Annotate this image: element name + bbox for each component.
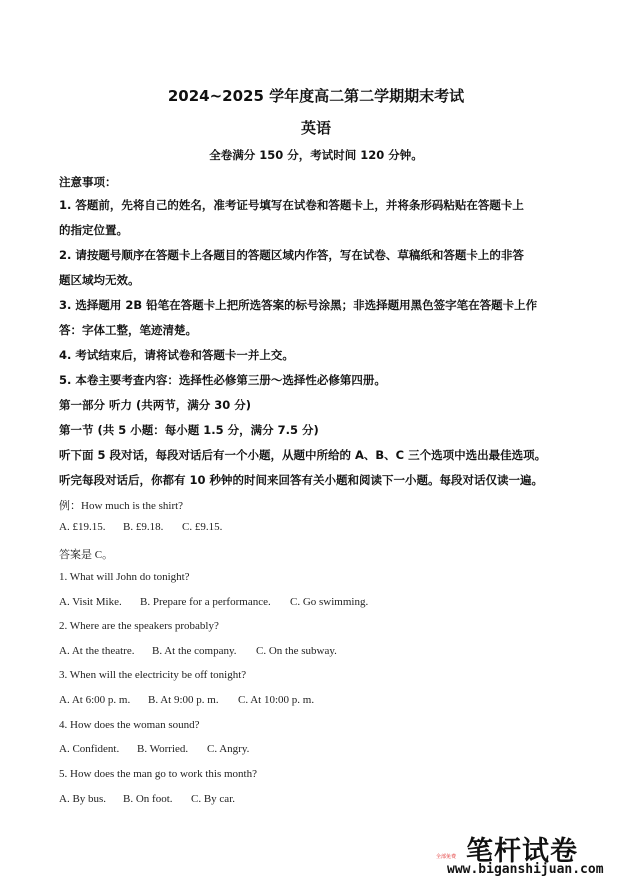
option: B. £9.18. (123, 521, 164, 533)
option: C. £9.15. (182, 521, 223, 533)
instruction-line: 听完每段对话后，你都有 10 秒钟的时间来回答有关小题和阅读下一小题。每段对话仅读一遍。 (59, 473, 544, 487)
option: A. At 6:00 p. m. (59, 694, 131, 706)
subject-title: 英语 (300, 119, 331, 137)
option: A. Visit Mike. (59, 596, 122, 608)
question-text: 1. What will John do tonight? (59, 571, 190, 583)
question-text: 3. When will the electricity be off tonight? (59, 669, 247, 681)
option: B. Prepare for a performance. (140, 596, 271, 608)
question-options (59, 694, 314, 706)
question-text: 5. How does the man go to work this month? (59, 768, 257, 780)
question-options (59, 743, 249, 755)
score-info: 全卷满分 150 分，考试时间 120 分钟。 (209, 148, 423, 162)
option: C. On the subway. (256, 645, 337, 657)
part-heading: 第一部分 听力 (共两节，满分 30 分) (59, 398, 252, 412)
option: B. Worried. (137, 743, 189, 755)
watermark-logo: 笔杆试卷 (466, 836, 578, 867)
note-line: 的指定位置。 (59, 223, 128, 237)
watermark-url: www.biganshijuan.com (447, 862, 604, 877)
question-text: 2. Where are the speakers probably? (59, 620, 219, 632)
instruction-line: 听下面 5 段对话，每段对话后有一个小题，从题中所给的 A、B、C 三个选项中选出最佳选项。 (59, 448, 547, 462)
example-question: 例：How much is the shirt? (59, 500, 184, 512)
option: C. By car. (191, 793, 235, 805)
example-options (59, 521, 222, 533)
exam-title: 2024~2025 学年度高二第二学期期末考试 (167, 87, 465, 105)
note-line: 4. 考试结束后，请将试卷和答题卡一并上交。 (59, 348, 294, 362)
question-options (59, 645, 337, 657)
option: A. By bus. (59, 793, 107, 805)
option: B. At the company. (152, 645, 237, 657)
note-line: 2. 请按题号顺序在答题卡上各题目的答题区域内作答，写在试卷、草稿纸和答题卡上的非答 (59, 248, 524, 262)
option: B. On foot. (123, 793, 173, 805)
example-answer: 答案是 C。 (59, 549, 114, 561)
question-options (59, 793, 235, 805)
notes-heading: 注意事项： (59, 175, 117, 189)
option: C. Angry. (207, 743, 250, 755)
note-line: 答：字体工整，笔迹清楚。 (59, 323, 197, 337)
option: A. £19.15. (59, 521, 106, 533)
section-heading: 第一节 (共 5 小题：每小题 1.5 分，满分 7.5 分) (59, 423, 319, 437)
question-text: 4. How does the woman sound? (59, 719, 200, 731)
option: C. Go swimming. (290, 596, 369, 608)
option: C. At 10:00 p. m. (238, 694, 315, 706)
note-line: 1. 答题前，先将自己的姓名，准考证号填写在试卷和答题卡上，并将条形码粘贴在答题卡上 (59, 198, 524, 212)
watermark-tag: 全部免费 (436, 854, 457, 860)
question-options (59, 596, 368, 608)
note-line: 5. 本卷主要考查内容：选择性必修第三册～选择性必修第四册。 (59, 373, 386, 387)
option: A. Confident. (59, 743, 120, 755)
note-line: 3. 选择题用 2B 铅笔在答题卡上把所选答案的标号涂黑；非选择题用黑色签字笔在答题卡上作 (59, 298, 538, 312)
option: A. At the theatre. (59, 645, 135, 657)
note-line: 题区域均无效。 (59, 273, 140, 287)
option: B. At 9:00 p. m. (148, 694, 219, 706)
